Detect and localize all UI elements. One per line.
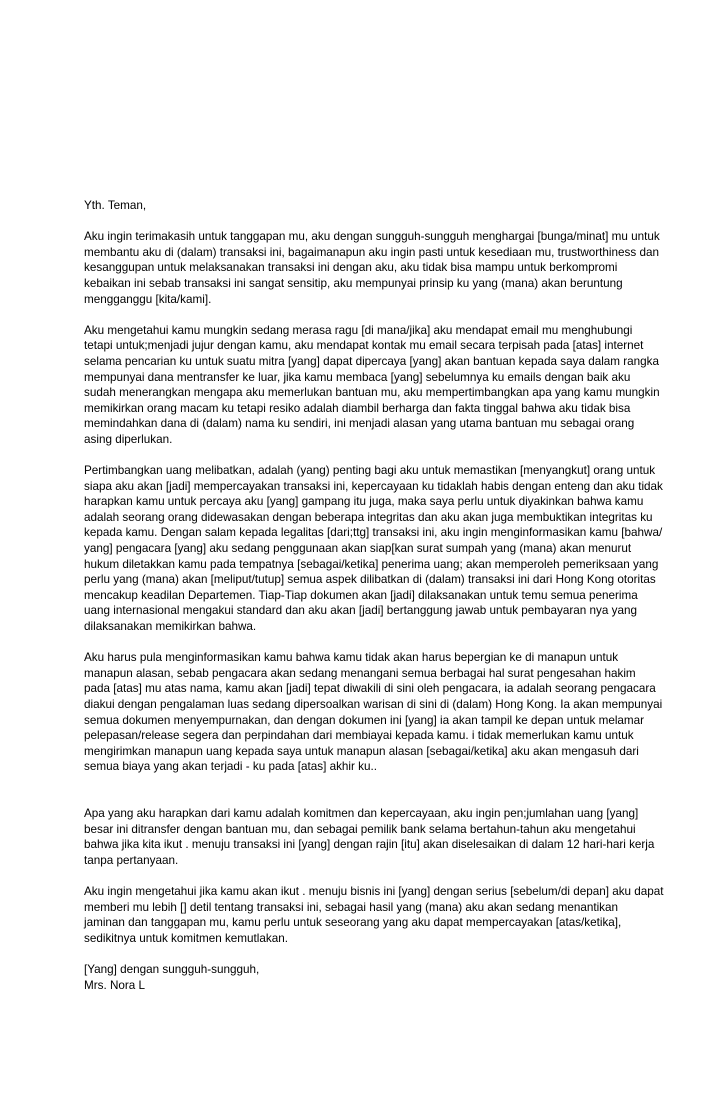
- paragraph-6: Aku ingin mengetahui jika kamu akan ikut . menuju bisnis ini [yang] dengan serius [sebelum/di depan] aku dapat memberi mu lebih [] detil tentang transaksi ini, sebagai hasil yang (mana) aku akan sedang menantikan jaminan dan tanggapan mu, kamu perlu untuk seseorang yang aku dapat mempercayakan [atas/ketika], sedikitnya untuk komitmen kemutlakan.: [84, 885, 664, 945]
- salutation: Yth. Teman,: [84, 199, 147, 212]
- closing: [Yang] dengan sungguh-sungguh,: [84, 963, 260, 977]
- paragraph-2: Aku mengetahui kamu mungkin sedang merasa ragu [di mana/jika] aku mendapat email mu menghubungi tetapi untuk;menjadi jujur dengan kamu, aku mendapat kontak mu email secara terpisah pada [atas] internet selama pencarian ku untuk suatu mitra [yang] dapat dipercaya [yang] akan bantuan kepada saya dalam rangka mempunyai dana mentransfer ke luar, jika kamu membaca [yang] sebelumnya ku emails dengan baik aku sudah menerangkan mengapa aku memerlukan bantuan mu, aku mempertimbangkan apa yang kamu mungkin memikirkan orang macam ku tetapi resiko adalah diambil berharga dan fakta tinggal bahwa aku tidak bisa memindahkan dana di (dalam) nama ku sendiri, ini menjadi alasan yang utama bantuan mu sebagai orang asing diperlukan.: [84, 323, 660, 446]
- paragraph-1: Aku ingin terimakasih untuk tanggapan mu, aku dengan sungguh-sungguh menghargai [bunga/minat] mu untuk membantu aku di (dalam) transaksi ini, bagaimanapun aku ingin pasti untuk kesediaan mu, trustworthiness dan kesanggupan untuk melaksanakan transaksi ini dengan aku, aku tidak bisa mampu untuk berkompromi kebaikan ini sebab transaksi ini sangat sensitip, aku mempunyai prinsip ku yang (mana) akan beruntung mengganggu [kita/kami].: [84, 230, 660, 306]
- signature: Mrs. Nora L: [84, 978, 146, 992]
- paragraph-3: Pertimbangkan uang melibatkan, adalah (yang) penting bagi aku untuk memastikan [menyangkut] orang untuk siapa aku akan [jadi] mempercayakan transaksi ini, kepercayaan ku tidaklah habis dengan enteng dan aku tidak harapkan kamu untuk percaya aku [yang] gampang itu juga, maka saya perlu untuk diyakinkan bahwa kamu adalah seorang orang didewasakan dengan beberapa integritas dan aku akan juga membuktikan integritas ku kepada kamu. Dengan salam kepada legalitas [dari;ttg] transaksi ini, aku ingin menginformasikan kamu [bahwa/ yang] pengacara [yang] aku sedang penggunaan akan siap[kan surat sumpah yang (mana) akan menurut hukum diletakkan kamu pada tempatnya [sebagai/ketika] penerima uang; akan memperoleh pemeriksaan yang perlu yang (mana) akan [meliput/tutup] semua aspek dilibatkan di (dalam) transaksi ini dari Hong Kong otoritas mencakup keadilan Departemen. Tiap-Tiap dokumen akan [jadi] dilaksanakan untuk temu semua penerima uang internasional mengakui standard dan aku akan [jadi] bertanggung jawab untuk pembayaran nya yang dilaksanakan memikirkan bahwa.: [84, 464, 663, 634]
- letter-body: [84, 198, 684, 993]
- paragraph-5: Apa yang aku harapkan dari kamu adalah komitmen dan kepercayaan, aku ingin pen;jumlahan uang [yang] besar ini ditransfer dengan bantuan mu, dan sebagai pemilik bank selama bertahun-tahun aku mengetahui bahwa jika kita ikut . menuju transaksi ini [yang] dengan rajin [itu] akan diselesaikan di dalam 12 hari-hari kerja tanpa pertanyaan.: [84, 807, 655, 867]
- paragraph-4: Aku harus pula menginformasikan kamu bahwa kamu tidak akan harus bepergian ke di manapun untuk manapun alasan, sebab pengacara akan sedang menangani semua berbagai hal surat pengesahan hakim pada [atas] mu atas nama, kamu akan [jadi] tepat diwakili di sini oleh pengacara, ia adalah seorang pengacara diakui dengan pengalaman luas sedang dipersoalkan warisan di sini di (dalam) Hong Kong. Ia akan mempunyai semua dokumen menyempurnakan, dan dengan dokumen ini [yang] ia akan tampil ke depan untuk melamar pelepasan/release segera dan perpindahan dari membiayai kepada kamu. i tidak memerlukan kamu untuk mengirimkan manapun uang kepada saya untuk manapun alasan [sebagai/ketika] aku akan mengasuh dari semua biaya yang akan terjadi - ku pada [atas] akhir ku..: [84, 651, 663, 774]
